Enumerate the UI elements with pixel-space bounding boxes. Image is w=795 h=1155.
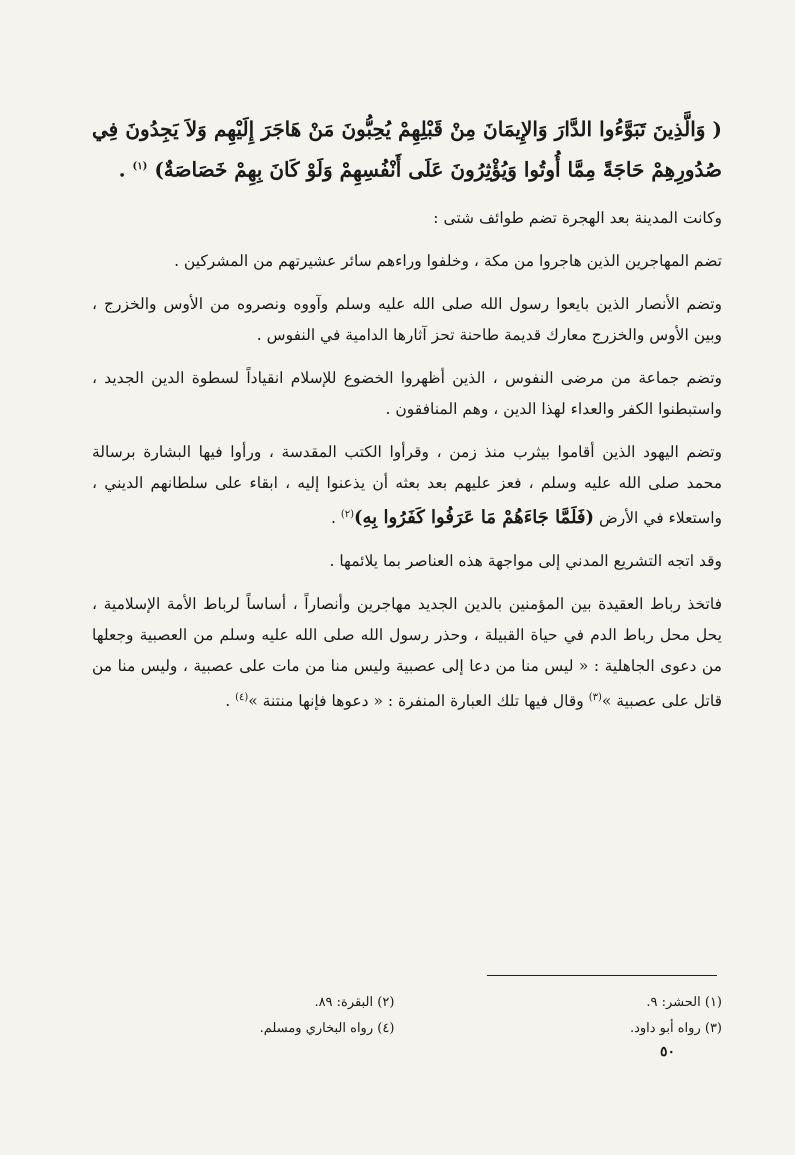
footnote-ref: (٣) [588,691,602,703]
paragraph: تضم المهاجرين الذين هاجروا من مكة ، وخلفوا وراءهم سائر عشيرتهم من المشركين . [174,251,722,270]
footnote: (٣) رواه أبو داود. [629,1021,722,1036]
footnote-divider [487,975,717,976]
footnotes [92,990,722,1042]
quran-verse: ( وَالَّذِينَ تَبَوَّءُوا الدَّارَ وَالإِيمَانَ مِنْ قَبْلِهِمْ يُحِبُّونَ مَنْ هَاجَرَ إِلَيْهِم وَلاَ يَجِدُونَ فِي صُدُورِهِمْ حَاجَةً مِمَّا أُوتُوا وَيُؤْثِرُونَ عَلَى أَنْفُسِهِمْ وَلَوْ كَانَ بِهِمْ خَصَاصَةٌ) $^{(١)}$ . [92,117,722,182]
footnote: (١) الحشر: ٩. [646,995,722,1010]
paragraph: وتضم جماعة من مرضى النفوس ، الذين أظهروا الخضوع للإسلام انقياداً لسطوة الدين الجديد ، واستبطنوا الكفر والعداء لهذا الدين ، وهم المنافقون . [92,368,722,418]
footnote: (٢) البقرة: ٨٩. [314,995,395,1010]
footnote: (٤) رواه البخاري ومسلم. [259,1021,395,1036]
page-number: ٥٠ [660,1044,676,1060]
footnote-ref: (١) [132,161,148,172]
paragraph: وقد اتجه التشريع المدني إلى مواجهة هذه العناصر بما يلائمها . [329,551,722,570]
footnote-row [92,990,722,1016]
paragraph: وكانت المدينة بعد الهجرة تضم طوائف شتى : [433,208,722,227]
footnote-ref: (٤) [235,691,249,703]
paragraph: وتضم اليهود الذين أقاموا بيثرب منذ زمن ، وقرأوا الكتب المقدسة ، ورأوا فيها البشارة برسالة محمد صلى الله عليه وسلم ، فعز عليهم بعد بعثه أن يذعنوا إليه ، ابقاء على سلطانهم الديني ، واستعلاء في الأرض (فَلَمَّا جَاءَهُمْ مَا عَرَفُوا كَفَرُوا بِهِ)$^{(٢)}$ . [92,442,722,528]
footnote-ref: (٢) [340,508,355,520]
paragraph: فاتخذ رباط العقيدة بين المؤمنين بالدين الجديد مهاجرين وأنصاراً ، أساساً لرباط الأمة الإسلامية ، يحل محل رباط الدم في حياة القبيلة ، وحذر رسول الله صلى الله عليه وسلم من العصبية وجعلها من دعوى الجاهلية : « ليس منا من دعا إلى عصبية وليس منا من مات على عصبية ، وليس منا من قاتل على عصبية »$^{(٣)}$ وقال فيها تلك العبارة المنفرة : « دعوها فإنها منتنة »$^{(٤)}$ . [92,594,722,710]
quran-quote: (فَلَمَّا جَاءَهُمْ مَا عَرَفُوا كَفَرُوا بِهِ) [354,506,595,528]
paragraph: وتضم الأنصار الذين بايعوا رسول الله صلى الله عليه وسلم وآووه ونصروه من الأوس والخزرج ، وبين الأوس والخزرج معارك قديمة طاحنة تحز آثارها الدامية في النفوس . [92,294,722,344]
main-text [92,110,722,729]
footnote-row [92,1016,722,1042]
